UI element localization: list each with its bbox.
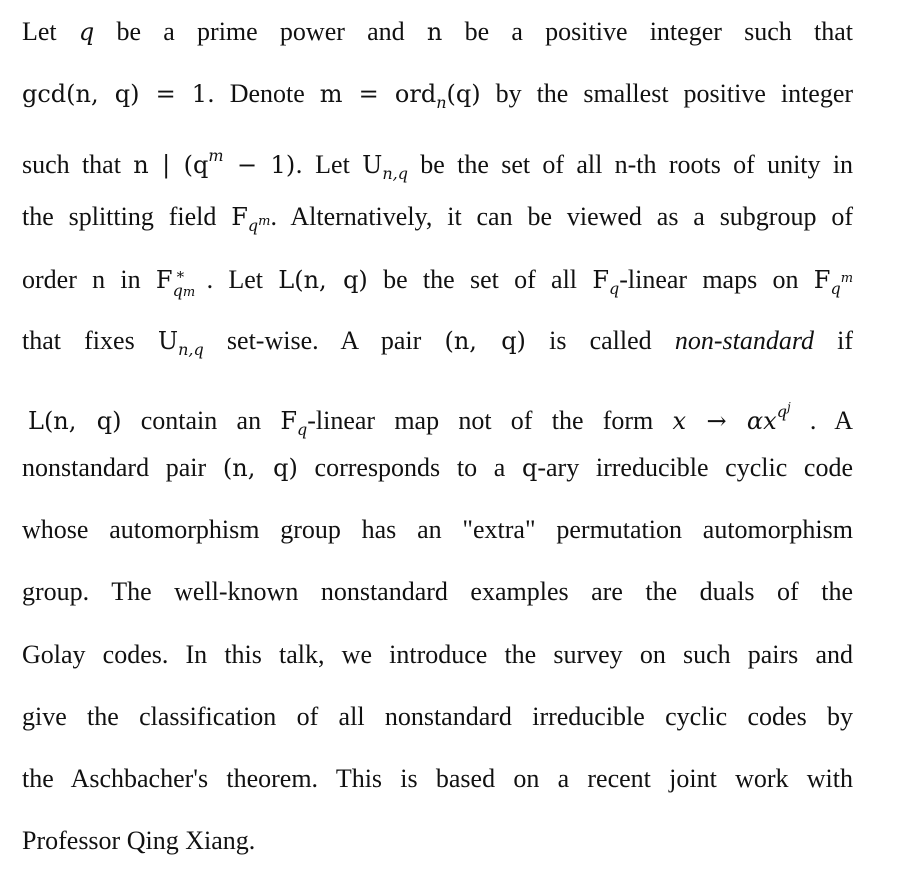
math-U: U [157, 327, 179, 355]
math-divides [133, 146, 303, 179]
math-exp-j: j [786, 400, 791, 414]
math-F-subscript: q [830, 279, 841, 298]
math-map-base: x → αx [672, 407, 777, 435]
math-sub-q: q [172, 281, 183, 300]
text-run: be the set of all n-th roots of unity in [420, 150, 854, 179]
text-run: -ary irreducible cyclic code [537, 453, 854, 482]
paragraph-line-13: the Aschbacher's theorem. This is based on a recent joint work with [22, 764, 853, 793]
math-F: F [231, 203, 248, 231]
math-sub-m: m [182, 285, 196, 300]
paragraph-line-8 [22, 453, 853, 483]
math-ord-arg: (q) [446, 80, 481, 108]
text-run: the splitting field [22, 202, 217, 231]
math-F-q [592, 265, 799, 298]
math-F-qm-2 [813, 266, 854, 298]
math-q: q [521, 454, 538, 482]
math-pair: (n, q) [444, 327, 526, 355]
math-F-subscript-exponent: m [258, 214, 271, 229]
text-run: be the set of all [383, 265, 578, 294]
paragraph-line-5 [22, 264, 854, 300]
math-L-nq: L(n, q) [28, 407, 122, 435]
paragraph-line-10: group. The well-known nonstandard examples are the duals of the [22, 577, 853, 606]
math-map-exponent [777, 402, 791, 421]
math-ord [319, 80, 481, 112]
math-F-subscript: q [608, 279, 620, 298]
text-run: Denote [229, 79, 305, 108]
math-subscript-qm [173, 276, 196, 308]
math-gcd: gcd(n, q) = 1. [22, 80, 215, 108]
math-pair: (n, q) [222, 454, 298, 482]
paragraph-line-1 [22, 17, 853, 47]
text-run: corresponds to a [314, 453, 506, 482]
text-run: set-wise. A pair [226, 326, 422, 355]
math-F-subscript-exponent: m [840, 271, 854, 286]
math-star: * [176, 268, 185, 286]
text-run: be a prime power and [116, 17, 405, 46]
term-non-standard: non-standard [674, 326, 814, 355]
text-run: Let [22, 17, 57, 46]
math-n: n [426, 18, 443, 46]
text-run: order n in [22, 265, 141, 294]
math-q-ary [522, 454, 853, 482]
text-run: by the smallest positive integer [495, 79, 854, 108]
math-F: F [813, 266, 831, 294]
text-run: is called [549, 326, 652, 355]
math-F-subscript: q [296, 420, 308, 439]
paragraph-line-11: Golay codes. In this talk, we introduce the survey on such pairs and [22, 640, 853, 669]
math-F: F [155, 266, 173, 294]
math-U: U [362, 151, 383, 179]
paragraph-line-7 [28, 392, 854, 439]
paragraph-line-4 [22, 202, 853, 235]
text-run: if [837, 326, 854, 355]
text-run: nonstandard pair [22, 453, 207, 482]
text-run: contain an [140, 406, 262, 435]
text-run: Let [315, 150, 350, 179]
math-exp-q: q [776, 402, 787, 421]
math-U-subscript: n,q [178, 340, 204, 359]
text-run: that fixes [22, 326, 135, 355]
text-run: -linear maps on [619, 265, 799, 294]
paragraph-line-12: give the classification of all nonstandard irreducible cyclic codes by [22, 702, 853, 731]
math-divides-end: − 1). [237, 151, 303, 179]
text-run: . Let [206, 265, 263, 294]
math-ord-subscript: n [436, 93, 447, 112]
math-F-subscript: q [247, 216, 259, 235]
math-divides-base: n | (q [133, 151, 209, 179]
math-F: F [592, 266, 609, 294]
math-U-nq [362, 151, 408, 183]
math-F-qm [231, 202, 853, 235]
math-U-nq [157, 327, 204, 359]
math-ord-base: m = ord [319, 80, 437, 108]
math-divides-exponent: m [208, 146, 224, 165]
text-run: . A [809, 406, 854, 435]
paragraph-line-14: Professor Qing Xiang. [22, 826, 256, 855]
math-F-scripts [172, 266, 207, 300]
paragraph-line-3 [22, 141, 854, 183]
text-run: such that [22, 150, 121, 179]
paragraph-line-2 [22, 79, 854, 112]
math-F: F [280, 407, 297, 435]
paragraph-line-6 [22, 326, 854, 359]
math-F-q [280, 406, 654, 439]
text-run: . Alternatively, it can be viewed as a subgroup of [270, 202, 853, 231]
math-U-subscript: n,q [382, 164, 408, 183]
paragraph-line-9: whose automorphism group has an "extra" permutation automorphism [22, 515, 853, 544]
math-L-nq: L(n, q) [278, 266, 368, 294]
text-run: be a positive integer such that [464, 17, 854, 46]
math-q: q [78, 18, 95, 46]
text-run: -linear map not of the form [307, 406, 654, 435]
math-F-star-qm [155, 265, 263, 300]
math-frobenius-map [672, 400, 791, 435]
